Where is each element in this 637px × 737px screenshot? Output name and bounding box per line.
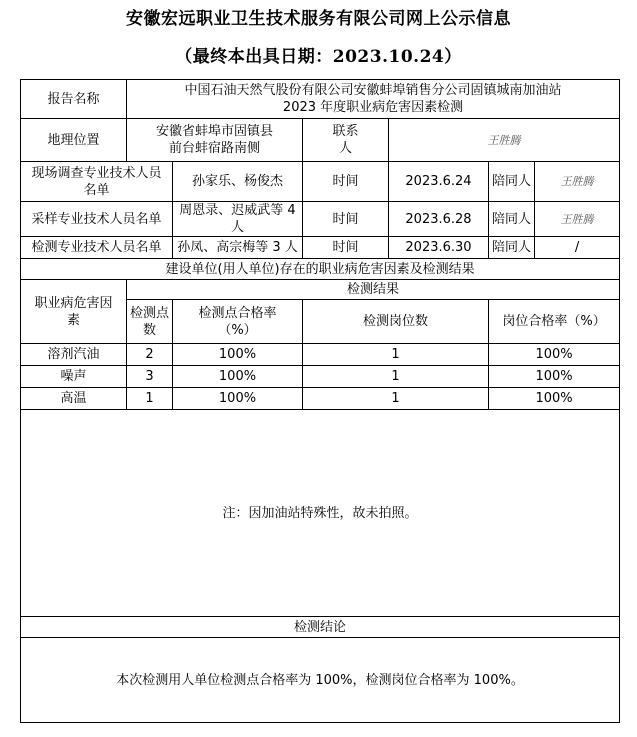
issue-date: （最终本出具日期：2023.10.24） [175, 47, 462, 67]
location-value [127, 119, 303, 162]
table-row [21, 388, 620, 410]
location-line2: 前台蚌宿路南侧 [168, 141, 260, 156]
sampling-time-label: 时间 [303, 202, 389, 237]
contact-label [303, 119, 389, 162]
survey-companion-signature: 王胜腾 [560, 175, 594, 188]
col-points [127, 300, 173, 344]
factor-header-line2: 素 [66, 312, 80, 328]
sampling-label: 采样专业技术人员名单 [21, 202, 173, 237]
location-label [21, 119, 127, 162]
point-rate-cell: 100% [173, 344, 303, 366]
posts-cell: 1 [303, 366, 489, 388]
posts-cell: 1 [303, 388, 489, 410]
location-line1: 安徽省蚌埠市固镇县 [155, 124, 273, 139]
contact-value [389, 119, 620, 162]
col-points-line1: 检测点 [129, 305, 169, 321]
report-name-label [21, 80, 127, 119]
location-label-text: 地理位置 [47, 132, 100, 148]
survey-names: 孙家乐、杨俊杰 [173, 162, 303, 202]
factor-header [21, 280, 127, 344]
sampling-date: 2023.6.28 [389, 202, 489, 237]
testing-companion: / [535, 237, 620, 259]
points-cell: 3 [127, 366, 173, 388]
posts-cell: 1 [303, 344, 489, 366]
survey-time-label: 时间 [303, 162, 389, 202]
col-point-rate-line1: 检测点合格率 [198, 305, 277, 321]
points-cell: 2 [127, 344, 173, 366]
report-name-row [21, 80, 620, 119]
contact-label-line1: 联系 [332, 124, 359, 139]
factor-cell: 溶剂汽油 [21, 344, 127, 366]
col-posts: 检测岗位数 [303, 300, 489, 344]
sampling-companion [535, 202, 620, 237]
col-points-line2: 数 [142, 322, 156, 338]
results-section-title: 建设单位(用人单位)存在的职业病危害因素及检测结果 [21, 259, 620, 280]
location-row [21, 119, 620, 162]
post-rate-cell: 100% [489, 388, 620, 410]
conclusion-label: 检测结论 [21, 617, 620, 638]
points-cell: 1 [127, 388, 173, 410]
conclusion-label-row [21, 617, 620, 638]
testing-time-label: 时间 [303, 237, 389, 259]
page-title: 安徽宏远职业卫生技术服务有限公司网上公示信息 [126, 9, 511, 29]
survey-companion-label: 陪同人 [489, 162, 535, 202]
factor-cell: 噪声 [21, 366, 127, 388]
table-row [21, 366, 620, 388]
post-rate-cell: 100% [489, 344, 620, 366]
photo-note: 注：因加油站特殊性，故未拍照。 [21, 410, 620, 617]
survey-label-line2: 名单 [83, 182, 110, 198]
sampling-companion-label: 陪同人 [489, 202, 535, 237]
point-rate-cell: 100% [173, 366, 303, 388]
survey-row [21, 162, 620, 202]
results-section-row [21, 259, 620, 280]
col-point-rate-line2: （%） [218, 322, 257, 338]
sampling-names: 周恩录、迟威武等 4 人 [173, 202, 303, 237]
point-rate-cell: 100% [173, 388, 303, 410]
photo-area-row [21, 410, 620, 617]
contact-label-line2: 人 [338, 141, 352, 156]
testing-names: 孙凤、高宗梅等 3 人 [173, 237, 303, 259]
report-name-line1: 中国石油天然气股份有限公司安徽蚌埠销售分公司固镇城南加油站 [184, 83, 562, 98]
sampling-companion-signature: 王胜腾 [560, 212, 594, 226]
table-row [21, 344, 620, 366]
factor-cell: 高温 [21, 388, 127, 410]
survey-date: 2023.6.24 [389, 162, 489, 202]
report-name-value [127, 80, 620, 119]
results-header: 检测结果 [127, 280, 620, 300]
survey-label [21, 162, 173, 202]
testing-label: 检测专业技术人员名单 [21, 237, 173, 259]
report-name-label-text: 报告名称 [47, 91, 100, 107]
disclosure-table [20, 79, 620, 723]
contact-signature: 王胜腾 [487, 133, 521, 147]
report-name-line2: 2023 年度职业病危害因素检测 [282, 100, 464, 115]
results-header-row [21, 280, 620, 300]
testing-row [21, 237, 620, 259]
testing-companion-label: 陪同人 [489, 237, 535, 259]
conclusion-text: 本次检测用人单位检测点合格率为 100%，检测岗位合格率为 100%。 [21, 638, 620, 723]
factor-header-line1: 职业病危害因 [34, 295, 113, 311]
conclusion-row [21, 638, 620, 723]
testing-date: 2023.6.30 [389, 237, 489, 259]
post-rate-cell: 100% [489, 366, 620, 388]
survey-label-line1: 现场调查专业技术人员 [31, 165, 162, 181]
survey-companion [535, 162, 620, 202]
col-point-rate [173, 300, 303, 344]
sampling-row [21, 202, 620, 237]
col-post-rate: 岗位合格率（%） [489, 300, 620, 344]
